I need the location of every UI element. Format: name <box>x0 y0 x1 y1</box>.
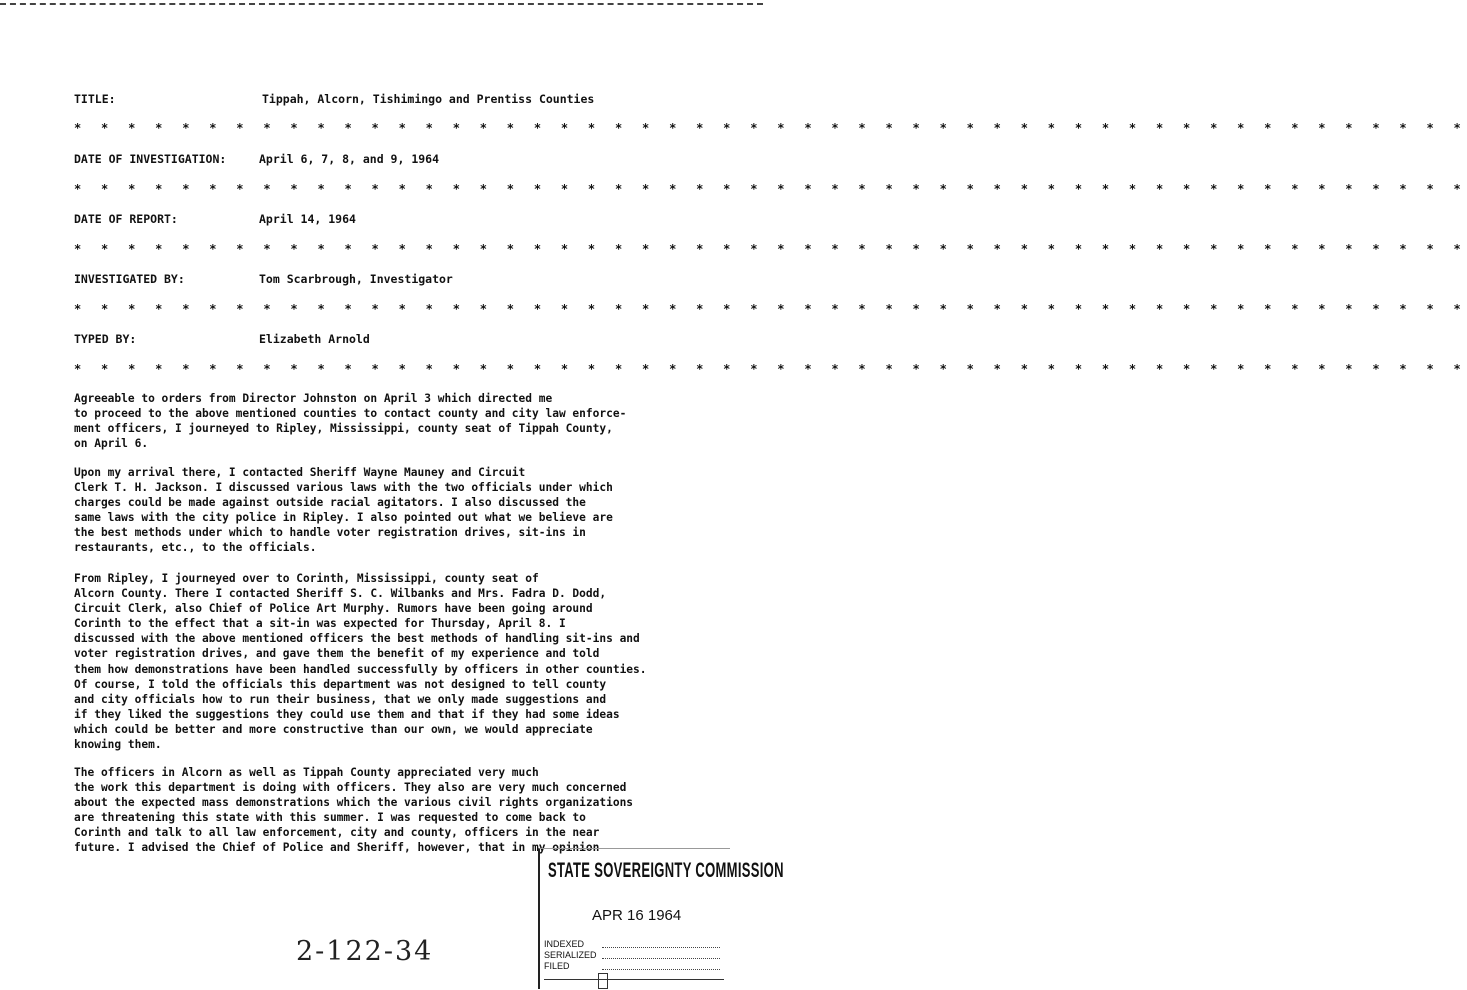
divider: * * * * * * * * * * * * * * * * * * * * * * * * * * * * * * * * * * * * * * * * * * * * * * * * * * * * <box>74 362 1467 376</box>
stamp-rule <box>544 979 724 980</box>
text-line: knowing them. <box>74 738 162 752</box>
received-stamp <box>538 848 784 989</box>
handwritten-file-number: 2-122-34 <box>296 936 434 967</box>
stamp-mark <box>598 973 608 989</box>
text-line: Corinth to the effect that a sit-in was expected for Thursday, April 8. I <box>74 617 566 631</box>
title-value: Tippah, Alcorn, Tishimingo and Prentiss Counties <box>262 92 595 106</box>
text-line: are threatening this state with this summer. I was requested to come back to <box>74 811 586 825</box>
stamp-serialized-label: SERIALIZED <box>544 950 597 960</box>
title-label: TITLE: <box>74 92 116 106</box>
typed-by-label: TYPED BY: <box>74 332 137 346</box>
text-line: them how demonstrations have been handled successfully by officers in other counties. <box>74 662 647 676</box>
text-line: which could be better and more constructive than our own, we would appreciate <box>74 722 593 736</box>
text-line: charges could be made against outside racial agitators. I also discussed the <box>74 496 586 510</box>
investigation-date-value: April 6, 7, 8, and 9, 1964 <box>259 152 440 166</box>
report-date-label: DATE OF REPORT: <box>74 212 178 226</box>
stamp-serialized-line <box>602 950 720 959</box>
text-line: about the expected mass demonstrations which the various civil rights organizations <box>74 796 634 810</box>
text-line: Of course, I told the officials this department was not designed to tell county <box>74 677 607 691</box>
divider: * * * * * * * * * * * * * * * * * * * * * * * * * * * * * * * * * * * * * * * * * * * * * * * * * * * * <box>74 182 1467 196</box>
text-line: to proceed to the above mentioned counties to contact county and city law enforce- <box>74 407 627 421</box>
divider: * * * * * * * * * * * * * * * * * * * * * * * * * * * * * * * * * * * * * * * * * * * * * * * * * * * * <box>74 242 1467 256</box>
paragraph <box>74 391 710 451</box>
paragraph <box>74 465 710 556</box>
text-line: same laws with the city police in Ripley. I also pointed out what we believe are <box>74 511 613 525</box>
investigated-by-value: Tom Scarbrough, Investigator <box>259 272 453 286</box>
stamp-indexed-label: INDEXED <box>544 939 585 949</box>
text-line: Upon my arrival there, I contacted Sheriff Wayne Mauney and Circuit <box>74 466 526 479</box>
paragraph <box>74 571 710 752</box>
text-line: Circuit Clerk, also Chief of Police Art Murphy. Rumors have been going around <box>74 602 593 616</box>
text-line: and city officials how to run their business, that we only made suggestions and <box>74 692 607 706</box>
investigated-by-label: INVESTIGATED BY: <box>74 272 185 286</box>
text-line: Corinth and talk to all law enforcement, city and county, officers in the near <box>74 826 600 840</box>
stamp-filed-label: FILED <box>544 961 570 971</box>
text-line: ment officers, I journeyed to Ripley, Mississippi, county seat of Tippah County, <box>74 422 613 436</box>
text-line: voter registration drives, and gave them the benefit of my experience and told <box>74 647 600 661</box>
text-line: The officers in Alcorn as well as Tippah County appreciated very much <box>74 766 539 779</box>
divider: * * * * * * * * * * * * * * * * * * * * * * * * * * * * * * * * * * * * * * * * * * * * * * * * * * * * <box>74 121 1467 135</box>
stamp-indexed-line <box>602 939 720 948</box>
investigation-date-label: DATE OF INVESTIGATION: <box>74 152 227 166</box>
text-line: Clerk T. H. Jackson. I discussed various laws with the two officials under which <box>74 481 613 495</box>
text-line: if they liked the suggestions they could use them and that if they had some ideas <box>74 707 620 721</box>
divider: * * * * * * * * * * * * * * * * * * * * * * * * * * * * * * * * * * * * * * * * * * * * * * * * * * * * <box>74 302 1467 316</box>
report-date-value: April 14, 1964 <box>259 212 356 226</box>
stamp-title: STATE SOVEREIGNTY COMMISSION <box>548 859 784 882</box>
text-line: on April 6. <box>74 437 149 451</box>
top-perforation <box>0 3 763 5</box>
text-line: discussed with the above mentioned officers the best methods of handling sit-ins and <box>74 632 640 646</box>
text-line: From Ripley, I journeyed over to Corinth, Mississippi, county seat of <box>74 572 539 585</box>
stamp-date: APR 16 1964 <box>592 907 682 924</box>
paragraph <box>74 765 710 856</box>
text-line: future. I advised the Chief of Police and Sheriff, however, that in my opinion <box>74 841 600 855</box>
text-line: the work this department is doing with officers. They also are very much concerned <box>74 781 627 795</box>
text-line: the best methods under which to handle voter registration drives, sit-ins in <box>74 526 586 540</box>
text-line: restaurants, etc., to the officials. <box>74 541 317 555</box>
text-line: Alcorn County. There I contacted Sheriff S. C. Wilbanks and Mrs. Fadra D. Dodd, <box>74 587 607 601</box>
typed-by-value: Elizabeth Arnold <box>259 332 370 346</box>
stamp-filed-line <box>602 961 720 970</box>
text-line: Agreeable to orders from Director Johnston on April 3 which directed me <box>74 392 553 405</box>
